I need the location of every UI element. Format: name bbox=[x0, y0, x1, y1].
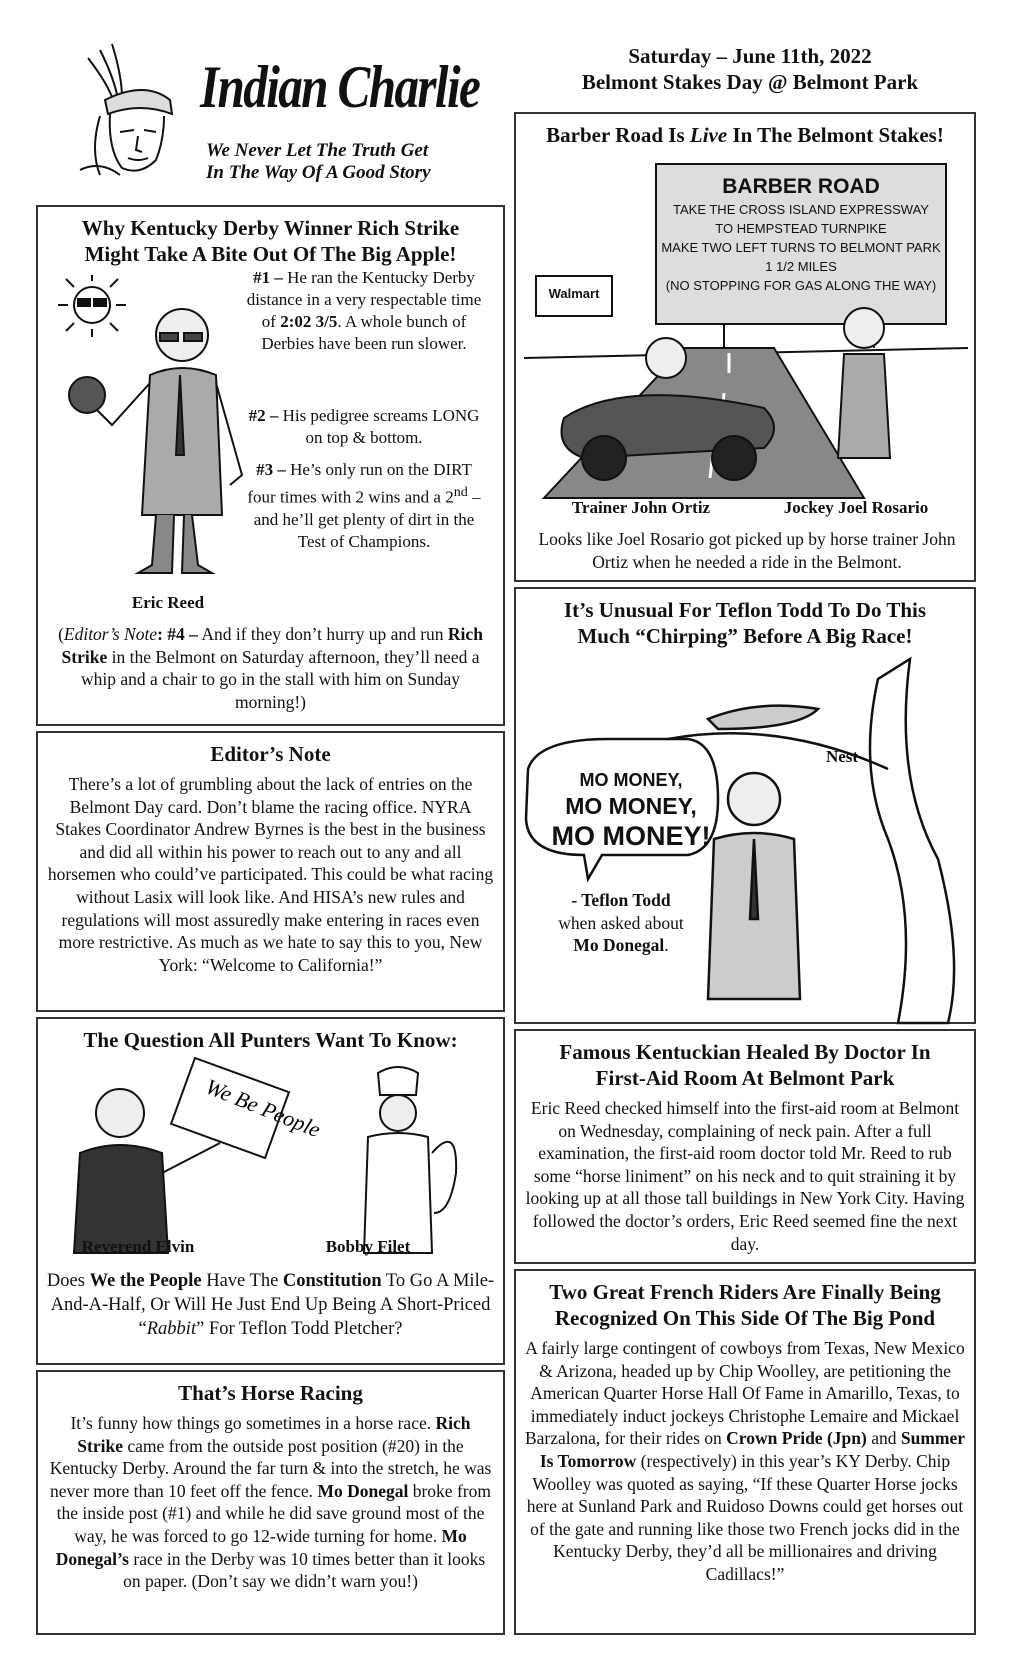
chief-head-logo bbox=[60, 40, 190, 180]
bobby-filet-cartoon bbox=[338, 1063, 478, 1263]
sign-line-5: (NO STOPPING FOR GAS ALONG THE WAY) bbox=[665, 278, 937, 293]
r-c: came from the outside post position (#20) in the Kentucky Derby. Around the far turn & into the stretch, he was never more than 10 feet off the fence. bbox=[49, 1435, 492, 1501]
note-label: Editor’s Note bbox=[63, 624, 158, 644]
q1: - Teflon Todd bbox=[571, 890, 671, 910]
editors-note-4 bbox=[46, 623, 495, 713]
br-b: Live bbox=[689, 123, 728, 147]
question-headline: The Question All Punters Want To Know: bbox=[83, 1028, 458, 1052]
r-b: Rich Strike bbox=[77, 1413, 471, 1456]
sign-title: BARBER ROAD bbox=[722, 175, 880, 198]
sign-line-1: TAKE THE CROSS ISLAND EXPRESSWAY bbox=[673, 202, 929, 217]
br-a: Barber Road Is bbox=[546, 123, 685, 147]
point-3-text-a: He’s only run on the DIRT four times with 2 wins and a 2 bbox=[247, 460, 472, 507]
eric-reed-caption: Eric Reed bbox=[131, 593, 205, 612]
masthead-title: Indian Charlie bbox=[200, 54, 480, 120]
speech-bubble bbox=[546, 769, 716, 852]
rosario-caption: Jockey Joel Rosario bbox=[783, 498, 929, 517]
french-headline-2: Recognized On This Side Of The Big Pond bbox=[554, 1306, 936, 1330]
walmart-sign: Walmart bbox=[548, 286, 600, 301]
point-1-text-b: . A whole bunch of Derbies have been run slower. bbox=[261, 312, 467, 353]
q4: . bbox=[664, 935, 669, 956]
reverend-elvin-cartoon bbox=[50, 1063, 325, 1263]
q-b: We the People bbox=[89, 1271, 202, 1291]
editors-note-body: There’s a lot of grumbling about the lack of entries on the Belmont Day card. Don’t blame the racing office. NYRA Stakes Coordinator Andrew Byrnes is the best in the business and did all within his power to reach out to any and all horsemen who could’ve participated. This could be what racing without Lasix will look like. And HISA’s new rules and regulations will most assuredly make entering in races even more restrictive. As much as we hate to say this to you, New York: “Welcome to California!” bbox=[47, 774, 494, 975]
sign-line-4: 1 1/2 MILES bbox=[765, 259, 837, 274]
tagline-line-1: We Never Let The Truth Get bbox=[206, 140, 429, 161]
bobby-filet-caption: Bobby Filet bbox=[325, 1237, 411, 1256]
r-d: Mo Donegal bbox=[317, 1480, 409, 1501]
note-number: : #4 – bbox=[157, 624, 198, 644]
rich-strike-headline-1: Why Kentucky Derby Winner Rich Strike bbox=[81, 216, 460, 240]
rich-strike-headline-2: Might Take A Bite Out Of The Big Apple! bbox=[84, 242, 457, 266]
editors-note-article bbox=[36, 731, 505, 1012]
french-headline-1: Two Great French Riders Are Finally Being bbox=[549, 1280, 941, 1304]
barber-road-headline bbox=[516, 122, 974, 148]
barber-road-article bbox=[514, 112, 976, 582]
editors-note-headline: Editor’s Note bbox=[210, 742, 331, 766]
q-d: Constitution bbox=[282, 1271, 382, 1291]
point-1 bbox=[246, 267, 482, 355]
teflon-todd-article bbox=[514, 587, 976, 1024]
note-horse: Rich Strike bbox=[61, 624, 483, 667]
f-b: Crown Pride (Jpn) bbox=[726, 1428, 867, 1449]
teflon-headline-2: Much “Chirping” Before A Big Race! bbox=[577, 624, 913, 648]
tagline-line-2: In The Way Of A Good Story bbox=[206, 162, 431, 183]
q3: Mo Donegal bbox=[573, 935, 665, 956]
br-c: In The Belmont Stakes! bbox=[732, 123, 944, 147]
sign-text: We Be People bbox=[202, 1073, 325, 1143]
question-body bbox=[46, 1269, 495, 1341]
teflon-headline-1: It’s Unusual For Teflon Todd To Do This bbox=[563, 598, 927, 622]
issue-date: Saturday – June 11th, 2022 bbox=[628, 44, 872, 68]
bubble-line-3: MO MONEY! bbox=[551, 821, 711, 851]
teflon-quote-attribution bbox=[536, 889, 706, 957]
note-paren: ( bbox=[58, 624, 64, 644]
q-e: To Go A Mile-And-A-Half, Or Will He Just End Up Being A Short-Priced “ bbox=[50, 1271, 495, 1339]
kentuckian-article bbox=[514, 1029, 976, 1264]
ortiz-caption: Trainer John Ortiz bbox=[571, 498, 711, 517]
q-g: ” For Teflon Todd Pletcher? bbox=[196, 1319, 403, 1339]
derby-time: 2:02 3/5 bbox=[280, 312, 338, 331]
note-text-b: in the Belmont on Saturday afternoon, they’ll need a whip and a chair to go in the stall with him on Sunday morning!) bbox=[80, 646, 480, 712]
rich-strike-article bbox=[36, 205, 505, 726]
note-text-a: And if they don’t hurry up and run bbox=[201, 624, 444, 644]
f-e: (respectively) in this year’s KY Derby. Chip Woolley was quoted as saying, “If these Quarter Horse jocks here at Sunland Park and Ruidoso Downs could get horses out of the gate and running like those two French jocks did in the Kentucky Derby, they’d all be millionaires and driving Cadillacs!” bbox=[526, 1450, 964, 1584]
point-3-sup: nd bbox=[453, 484, 468, 500]
reverend-elvin-caption: Reverend Elvin bbox=[81, 1237, 195, 1256]
bubble-line-1: MO MONEY, bbox=[579, 770, 683, 790]
point-1-text-a: He ran the Kentucky Derby distance in a very respectable time of bbox=[246, 268, 482, 331]
kentuckian-body: Eric Reed checked himself into the first-aid room at Belmont on Wednesday, complaining of neck pain. After a full examination, the first-aid room doctor told Mr. Reed to rub some “horse liniment” on his neck and to quit straining it by looking up at all those tall buildings in New York City. Having followed the doctor’s orders, Eric Reed seemed fine the next day. bbox=[525, 1098, 965, 1254]
f-a: A fairly large contingent of cowboys from Texas, New Mexico & Arizona, headed up by Chip Woolley, are petitioning the American Quarter Horse Hall Of Fame in Amarillo, Texas, to immediately induct jockeys Christophe Lemaire and Mickael Barzalona, for their rides on bbox=[524, 1338, 965, 1449]
question-article bbox=[36, 1017, 505, 1365]
point-1-number: #1 – bbox=[253, 268, 283, 287]
q2: when asked about bbox=[558, 912, 684, 933]
r-a: It’s funny how things go sometimes in a horse race. bbox=[70, 1413, 432, 1433]
point-3 bbox=[246, 459, 482, 553]
r-g: race in the Derby was 10 times better than it looks on paper. (Don’t say we didn’t warn you!) bbox=[123, 1548, 486, 1592]
horse-racing-headline: That’s Horse Racing bbox=[178, 1381, 363, 1405]
nest-label: Nest bbox=[825, 747, 859, 766]
point-3-number: #3 – bbox=[256, 460, 286, 479]
issue-event: Belmont Stakes Day @ Belmont Park bbox=[581, 70, 919, 94]
r-f: Mo Donegal’s bbox=[55, 1525, 467, 1569]
sign-line-3: MAKE TWO LEFT TURNS TO BELMONT PARK bbox=[661, 240, 941, 255]
f-c: and bbox=[871, 1428, 897, 1449]
horse-racing-article bbox=[36, 1370, 505, 1635]
q-c: Have The bbox=[206, 1271, 279, 1291]
kentuckian-headline-2: First-Aid Room At Belmont Park bbox=[595, 1066, 895, 1090]
q-f: Rabbit bbox=[146, 1319, 197, 1339]
q-a: Does bbox=[46, 1271, 85, 1291]
point-2-text: His pedigree screams LONG on top & bottom. bbox=[282, 406, 480, 447]
french-riders-article bbox=[514, 1269, 976, 1635]
horse-racing-body bbox=[38, 1406, 503, 1593]
r-e: broke from the inside post (#1) and while he did save ground most of the way, he was forced to go 12-wide turning for home. bbox=[56, 1480, 491, 1546]
sign-line-2: TO HEMPSTEAD TURNPIKE bbox=[715, 221, 887, 236]
f-d: Summer Is Tomorrow bbox=[539, 1428, 966, 1471]
barber-road-body: Looks like Joel Rosario got picked up by horse trainer John Ortiz when he needed a ride in the Belmont. bbox=[538, 529, 956, 572]
bubble-line-2: MO MONEY, bbox=[565, 793, 697, 819]
kentuckian-headline-1: Famous Kentuckian Healed By Doctor In bbox=[559, 1040, 931, 1064]
point-3-text-b: – and he’ll get plenty of dirt in the Test of Champions. bbox=[253, 487, 481, 551]
barber-road-sign bbox=[656, 174, 946, 295]
point-2 bbox=[246, 405, 482, 449]
french-body bbox=[516, 1331, 974, 1586]
point-2-number: #2 – bbox=[248, 406, 279, 425]
